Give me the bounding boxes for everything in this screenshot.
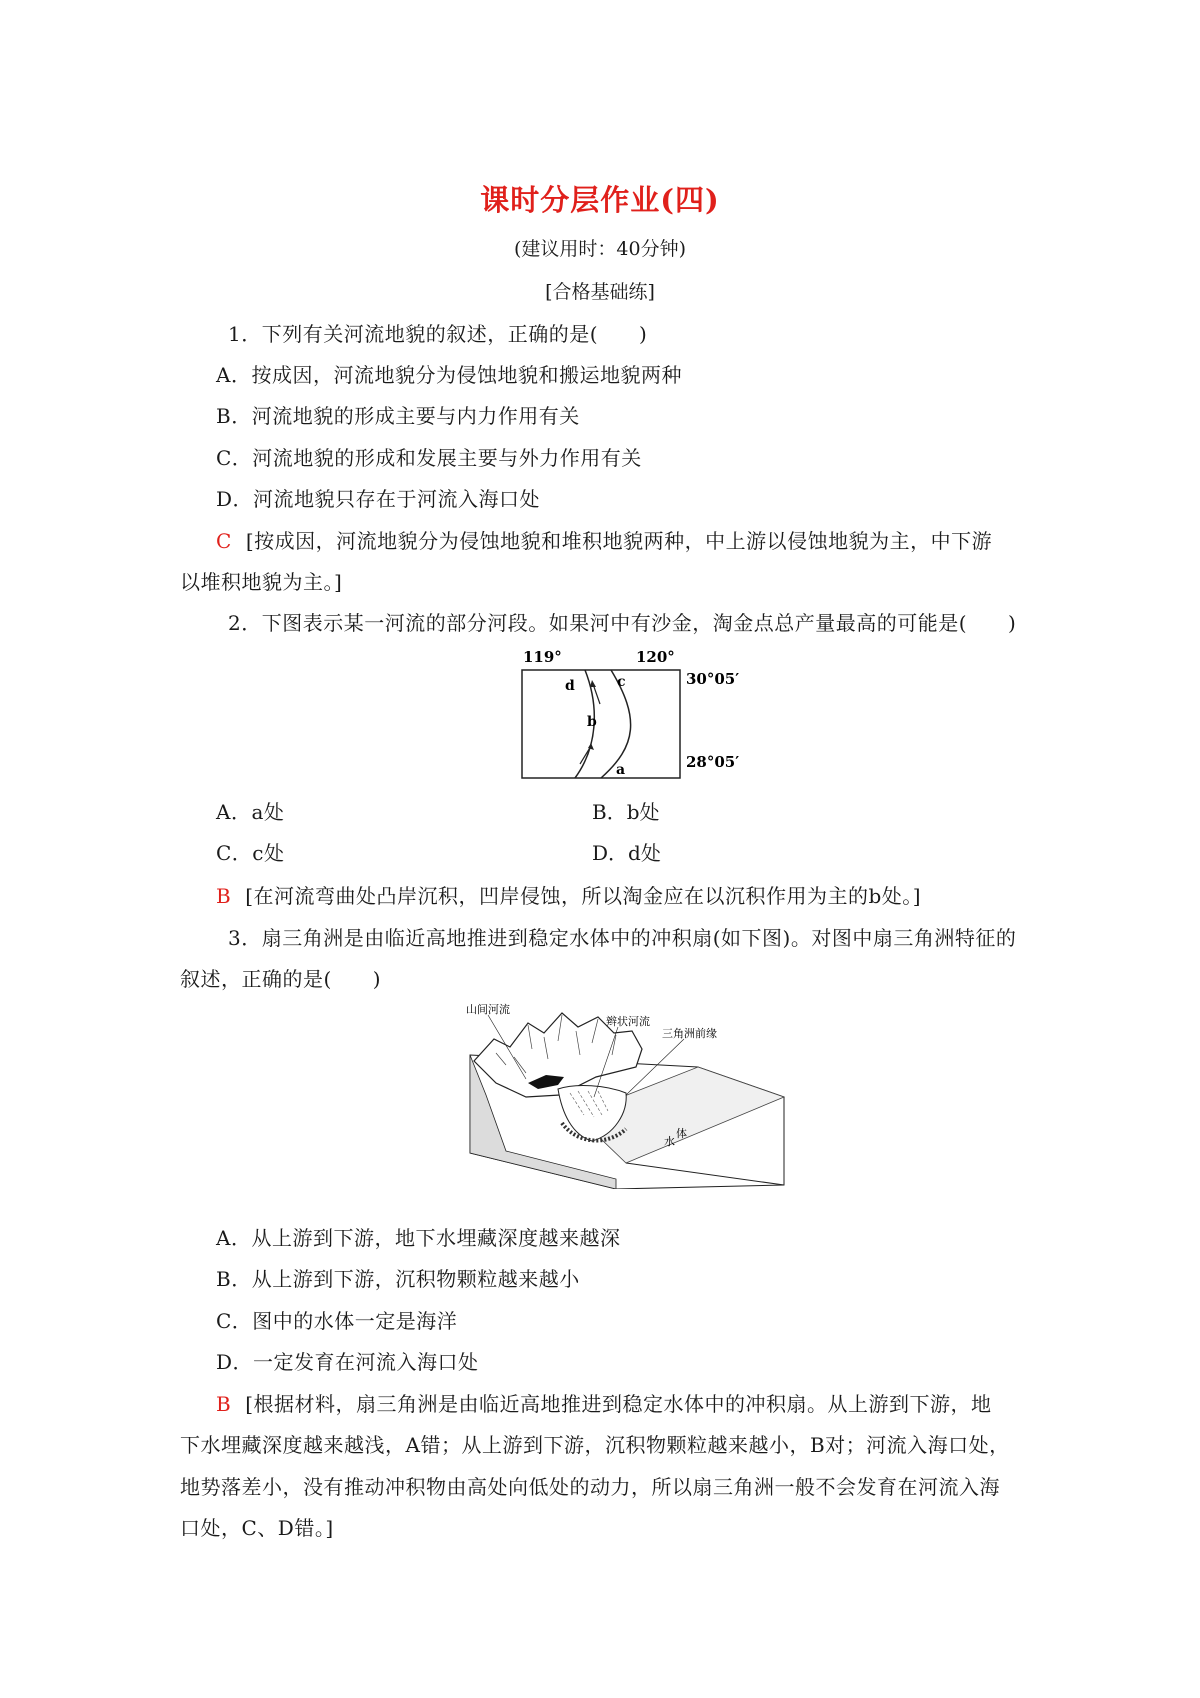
q1-explanation-line2: 以堆积地貌为主。] xyxy=(180,570,343,594)
label-delta-front: 三角洲前缘 xyxy=(662,1027,717,1040)
page-title: 课时分层作业(四) xyxy=(480,183,720,217)
q3-explanation-line4: 口处，C、D错。] xyxy=(180,1516,334,1540)
q2-stem: 2．下图表示某一河流的部分河段。如果河中有沙金，淘金点总产量最高的可能是( ) xyxy=(228,611,1017,635)
q1-option-a: A．按成因，河流地貌分为侵蚀地貌和搬运地貌两种 xyxy=(216,363,682,387)
latitude-bottom-label: 28°05′ xyxy=(686,753,740,771)
flow-arrowhead-upper xyxy=(590,680,596,687)
q3-option-c: C．图中的水体一定是海洋 xyxy=(216,1309,458,1333)
label-water: 水 xyxy=(664,1135,675,1148)
figure-frame xyxy=(522,670,680,778)
q1-option-d: D．河流地貌只存在于河流入海口处 xyxy=(216,487,541,511)
q3-stem-line1: 3．扇三角洲是由临近高地推进到稳定水体中的冲积扇(如下图)。对图中扇三角洲特征的 xyxy=(228,926,1017,950)
fan-delta-figure xyxy=(466,1003,788,1189)
q2-option-a: A．a处 xyxy=(216,800,285,824)
q1-explanation-line1 xyxy=(216,525,992,554)
q2-explanation-text: [在河流弯曲处凸岸沉积，凹岸侵蚀，所以淘金应在以沉积作用为主的b处。] xyxy=(245,884,922,908)
q3-explanation-text: [根据材料，扇三角洲是由临近高地推进到稳定水体中的冲积扇。从上游到下游，地 xyxy=(245,1392,992,1416)
longitude-right-label: 120° xyxy=(636,648,675,666)
q1-explanation-text: [按成因，河流地貌分为侵蚀地貌和堆积地貌两种，中上游以侵蚀地貌为主，中下游 xyxy=(245,529,993,553)
label-body: 体 xyxy=(676,1127,687,1140)
q1-stem: 1．下列有关河流地貌的叙述，正确的是( ) xyxy=(228,322,648,346)
q1-option-b: B．河流地貌的形成主要与内力作用有关 xyxy=(216,404,580,428)
label-mountain-river: 山间河流 xyxy=(466,1003,510,1016)
q1-answer: C xyxy=(216,529,232,553)
q3-option-a: A．从上游到下游，地下水埋藏深度越来越深 xyxy=(216,1226,621,1250)
q3-explanation-line3: 地势落差小，没有推动冲积物由高处向低处的动力，所以扇三角洲一般不会发育在河流入海 xyxy=(180,1475,1000,1499)
q3-option-b: B．从上游到下游，沉积物颗粒越来越小 xyxy=(216,1267,580,1291)
suggested-time: (建议用时：40分钟) xyxy=(513,238,686,260)
latitude-top-label: 30°05′ xyxy=(686,670,740,688)
point-a-label: a xyxy=(616,762,626,778)
river-segment-figure xyxy=(505,646,755,782)
q2-answer: B xyxy=(216,884,232,908)
q3-option-d: D．一定发育在河流入海口处 xyxy=(216,1350,479,1374)
longitude-left-label: 119° xyxy=(523,648,562,666)
q2-option-d: D．d处 xyxy=(592,841,661,865)
q3-explanation-line1 xyxy=(216,1388,992,1417)
label-braided-river: 辫状河流 xyxy=(606,1015,650,1028)
point-b-label: b xyxy=(587,714,597,730)
q2-option-b: B．b处 xyxy=(592,800,660,824)
section-heading: [合格基础练] xyxy=(545,281,655,303)
q1-option-c: C．河流地貌的形成和发展主要与外力作用有关 xyxy=(216,446,642,470)
q3-stem-line2: 叙述，正确的是( ) xyxy=(180,967,382,991)
point-c-label: c xyxy=(617,674,626,690)
q2-option-c: C．c处 xyxy=(216,841,285,865)
q2-explanation-line1 xyxy=(216,880,921,909)
point-d-label: d xyxy=(565,678,575,694)
q3-explanation-line2: 下水埋藏深度越来越浅，A错；从上游到下游，沉积物颗粒越来越小，B对；河流入海口处， xyxy=(180,1433,1010,1457)
q3-answer: B xyxy=(216,1392,232,1416)
